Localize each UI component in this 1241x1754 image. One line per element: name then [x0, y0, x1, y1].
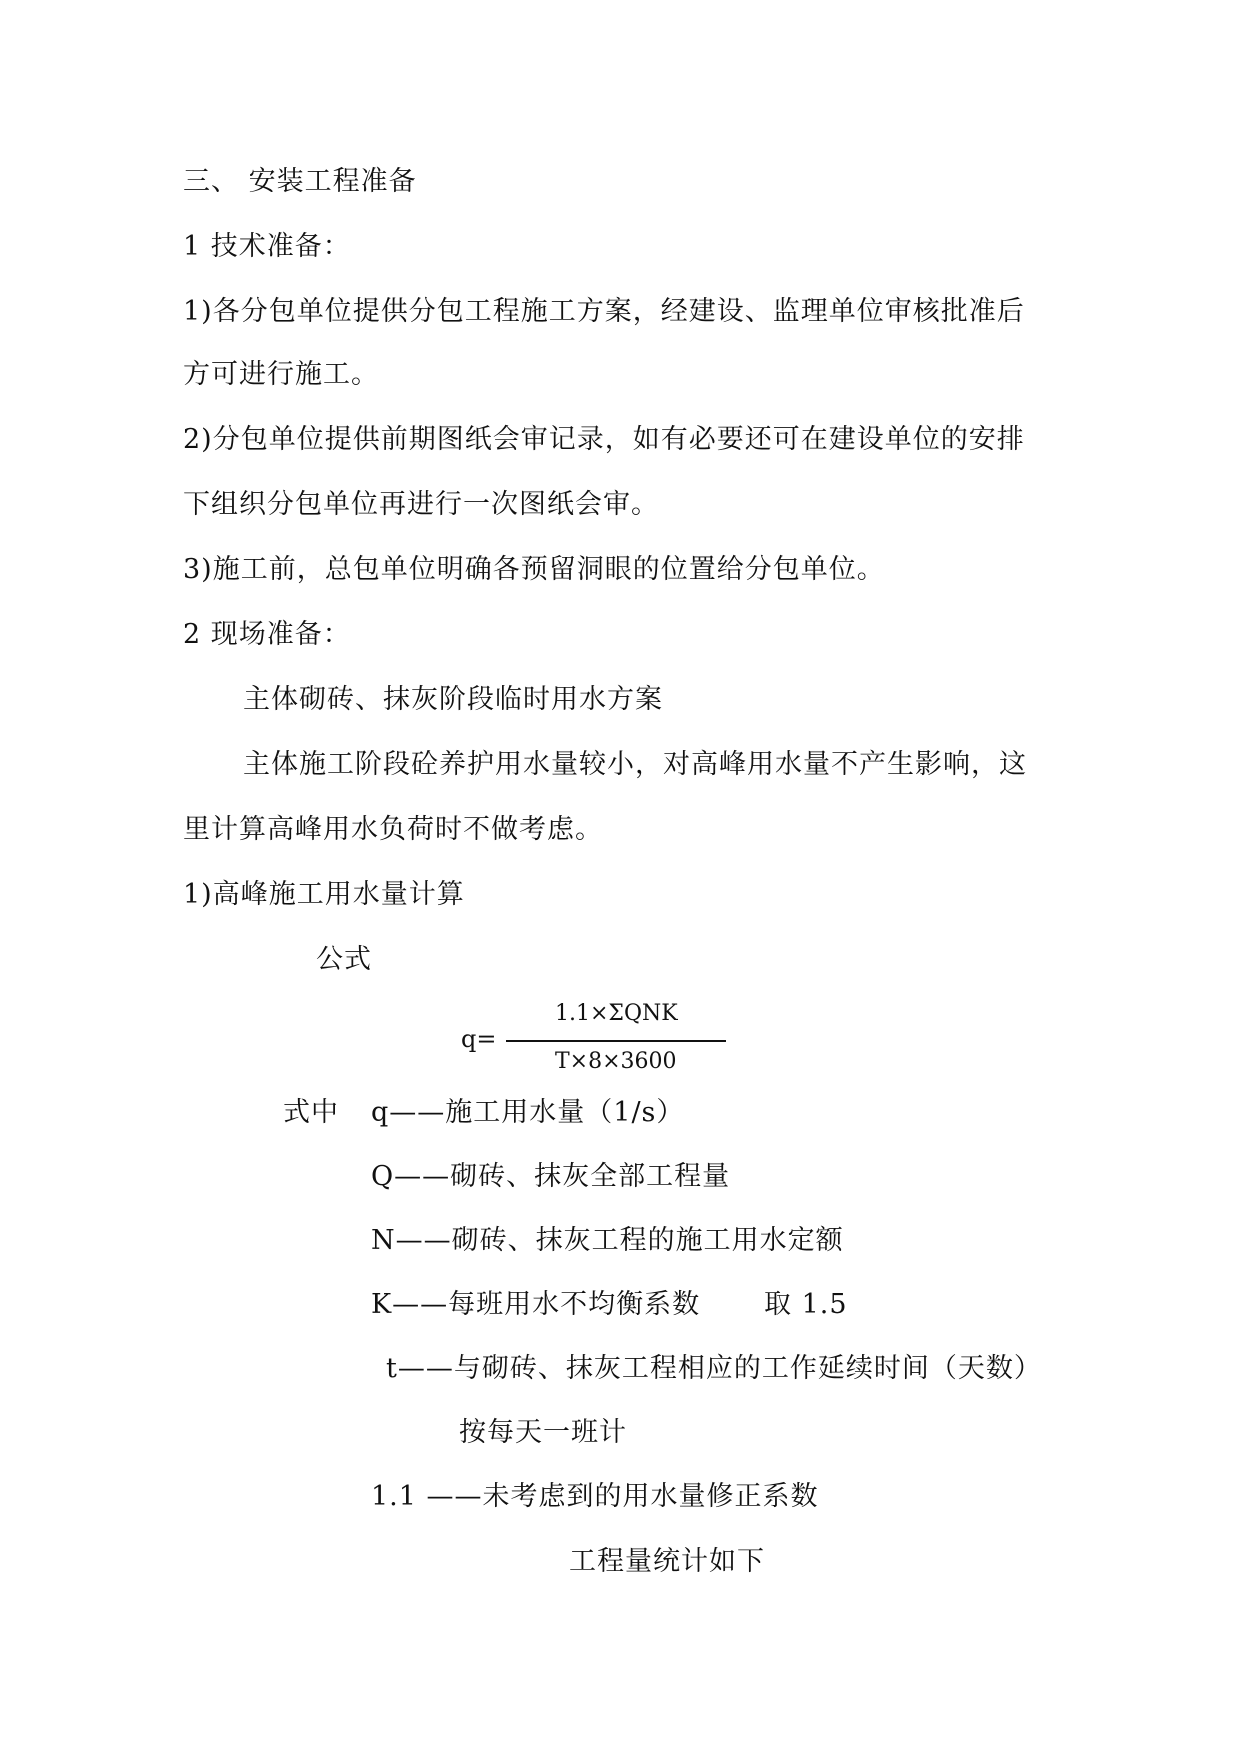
calc-title: 1)高峰施工用水量计算: [183, 879, 465, 910]
tech-prep-title: 1 技术准备：: [183, 231, 351, 262]
tech-item-1-line-1: 1)各分包单位提供分包工程施工方案，经建设、监理单位审核批准后: [183, 296, 1025, 327]
definitions-prefix: 式中: [283, 1097, 339, 1128]
definition-coef: 1.1 ——未考虑到的用水量修正系数: [371, 1481, 819, 1512]
footer-text: 工程量统计如下: [569, 1546, 765, 1577]
tech-item-2-line-1: 2)分包单位提供前期图纸会审记录，如有必要还可在建设单位的安排: [183, 424, 1025, 455]
formula-numerator: 1.1×ΣQNK: [555, 1001, 678, 1026]
definition-t-line-2: 按每天一班计: [459, 1417, 627, 1448]
fraction-bar: [506, 1040, 726, 1042]
water-plan-title: 主体砌砖、抹灰阶段临时用水方案: [243, 684, 663, 715]
formula-lhs: q=: [461, 1025, 497, 1053]
site-prep-title: 2 现场准备：: [183, 619, 351, 650]
tech-item-2-line-2: 下组织分包单位再进行一次图纸会审。: [183, 489, 659, 520]
definition-t-line-1: t——与砌砖、抹灰工程相应的工作延续时间（天数）: [386, 1353, 1042, 1384]
intro-paragraph-line-2: 里计算高峰用水负荷时不做考虑。: [183, 814, 603, 845]
tech-item-3: 3)施工前，总包单位明确各预留洞眼的位置给分包单位。: [183, 554, 885, 585]
section-heading: 三、 安装工程准备: [183, 166, 417, 197]
definition-q: q——施工用水量（1/s）: [371, 1097, 685, 1128]
definition-Q: Q——砌砖、抹灰全部工程量: [371, 1161, 731, 1192]
intro-paragraph-line-1: 主体施工阶段砼养护用水量较小，对高峰用水量不产生影响，这: [243, 749, 1027, 780]
definition-K: K——每班用水不均衡系数: [371, 1289, 701, 1320]
definition-N: N——砌砖、抹灰工程的施工用水定额: [371, 1225, 844, 1256]
tech-item-1-line-2: 方可进行施工。: [183, 359, 379, 390]
formula-denominator: T×8×3600: [555, 1049, 677, 1074]
definition-K-value: 取 1.5: [764, 1289, 848, 1320]
formula-label: 公式: [316, 944, 372, 975]
